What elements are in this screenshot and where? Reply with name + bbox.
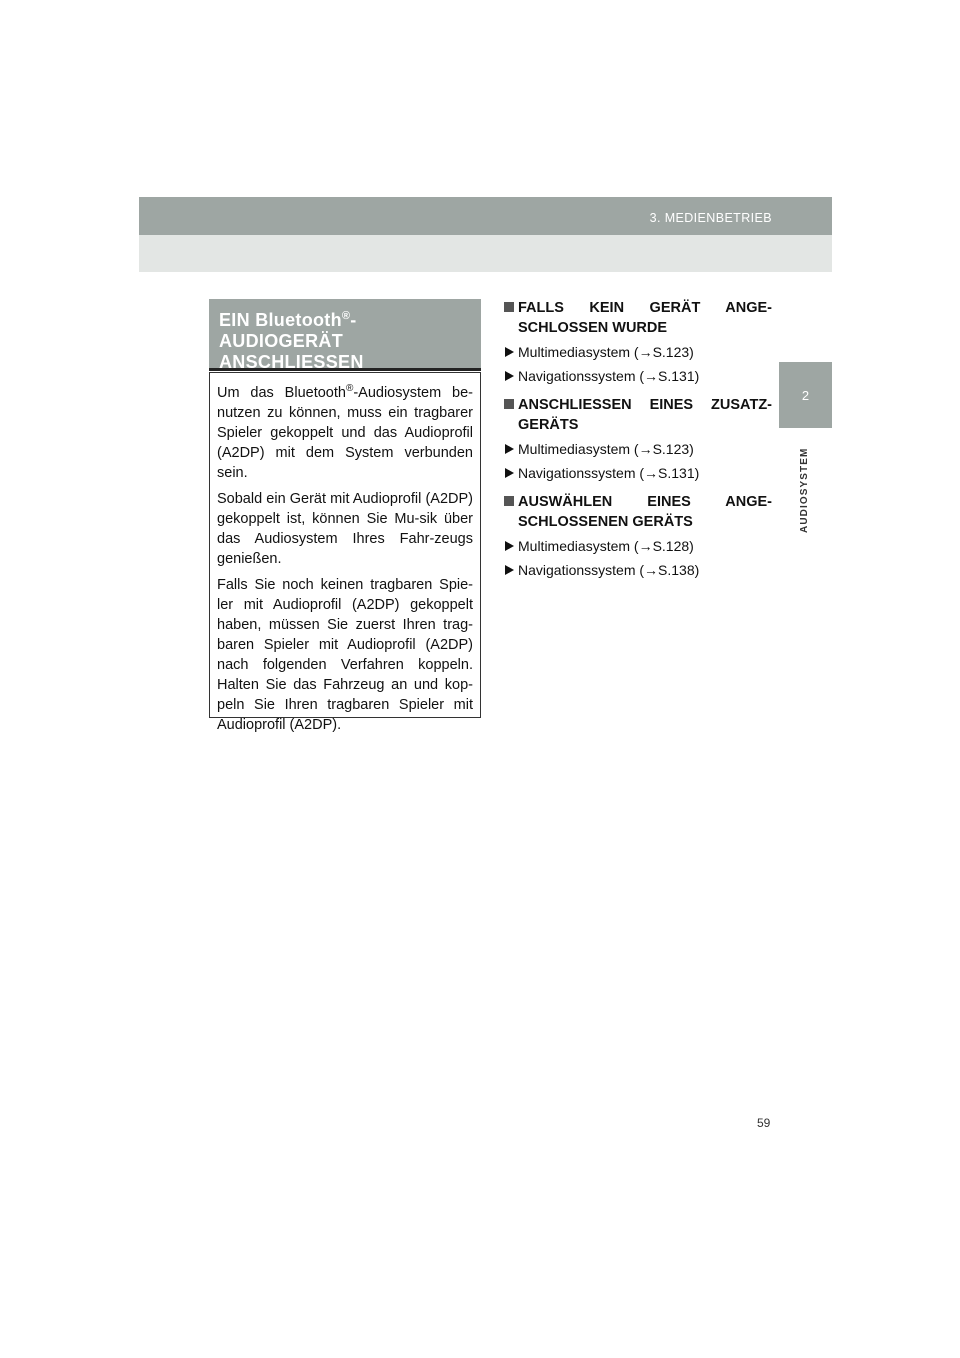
triangle-bullet-icon xyxy=(505,347,514,357)
reference-text: Navigationssystem (→S.138) xyxy=(518,562,700,578)
page-number: 59 xyxy=(757,1116,771,1130)
info-paragraph-2: Sobald ein Gerät mit Audioprofil (A2DP) gekoppelt ist, können Sie Mu-sik über das Audiosystem Ihres Fahr-zeugs genießen. xyxy=(217,490,473,567)
triangle-bullet-icon xyxy=(505,468,514,478)
title-line1 xyxy=(219,310,357,330)
section-heading xyxy=(504,492,772,532)
section-heading xyxy=(504,395,772,435)
side-chapter-tab xyxy=(779,362,832,428)
info-box-header xyxy=(209,299,481,371)
info-box-title xyxy=(219,306,364,373)
triangle-bullet-icon xyxy=(505,565,514,575)
square-bullet-icon xyxy=(504,302,514,312)
reference-link[interactable] xyxy=(504,366,772,386)
section-heading-text: ANSCHLIESSEN EINES ZUSATZ-GERÄTS xyxy=(518,397,772,433)
square-bullet-icon xyxy=(504,496,514,506)
side-tab-label: AUDIOSYSTEM xyxy=(799,447,810,533)
reference-link[interactable] xyxy=(504,439,772,459)
section-no-device xyxy=(504,298,772,386)
header-subband xyxy=(139,235,832,272)
section-select-device xyxy=(504,492,772,580)
square-bullet-icon xyxy=(504,399,514,409)
registered-mark: ® xyxy=(341,310,351,322)
title-line3: ANSCHLIESSEN xyxy=(219,352,364,372)
section-heading xyxy=(504,298,772,338)
reference-text: Navigationssystem (→S.131) xyxy=(518,465,700,481)
triangle-bullet-icon xyxy=(505,371,514,381)
title-hyphen: - xyxy=(350,310,357,330)
side-tab-number: 2 xyxy=(801,388,810,403)
info-paragraph-3: Falls Sie noch keinen tragbaren Spie-ler mit Audioprofil (A2DP) gekoppelt haben, müssen Sie zuerst Ihren trag-baren Spieler mit Audioprofil (A2DP) nach folgenden Verfahren koppeln. Halten Sie das Fahrzeug an und kop-peln Sie Ihren tragbaren Spieler mit Audioprofil (A2DP). xyxy=(217,576,473,733)
para1-start: Um das Bluetooth xyxy=(217,384,346,401)
title-line2: AUDIOGERÄT xyxy=(219,331,343,351)
reference-text: Multimediasystem (→S.128) xyxy=(518,538,694,554)
reference-link[interactable] xyxy=(504,463,772,483)
reference-link[interactable] xyxy=(504,560,772,580)
chapter-title: 3. MEDIENBETRIEB xyxy=(649,211,772,225)
section-heading-text: AUSWÄHLEN EINES ANGE-SCHLOSSENEN GERÄTS xyxy=(518,494,772,530)
para1-rest: -Audiosystem be-nutzen zu können, muss ein tragbarer Spieler gekoppelt und das Audioprofil (A2DP) mit dem System verbunden sein. xyxy=(217,384,473,481)
chapter-header-band xyxy=(139,197,832,235)
reference-text: Multimediasystem (→S.123) xyxy=(518,344,694,360)
reference-text: Multimediasystem (→S.123) xyxy=(518,441,694,457)
triangle-bullet-icon xyxy=(505,444,514,454)
registered-mark: ® xyxy=(345,383,354,394)
reference-text: Navigationssystem (→S.131) xyxy=(518,368,700,384)
info-box-body xyxy=(209,372,481,733)
title-text: EIN Bluetooth xyxy=(219,310,342,330)
section-add-device xyxy=(504,395,772,483)
section-heading-text: FALLS KEIN GERÄT ANGE-SCHLOSSEN WURDE xyxy=(518,300,772,336)
info-paragraph-1 xyxy=(217,379,473,483)
reference-link[interactable] xyxy=(504,536,772,556)
reference-column xyxy=(504,298,772,589)
triangle-bullet-icon xyxy=(505,541,514,551)
reference-link[interactable] xyxy=(504,342,772,362)
